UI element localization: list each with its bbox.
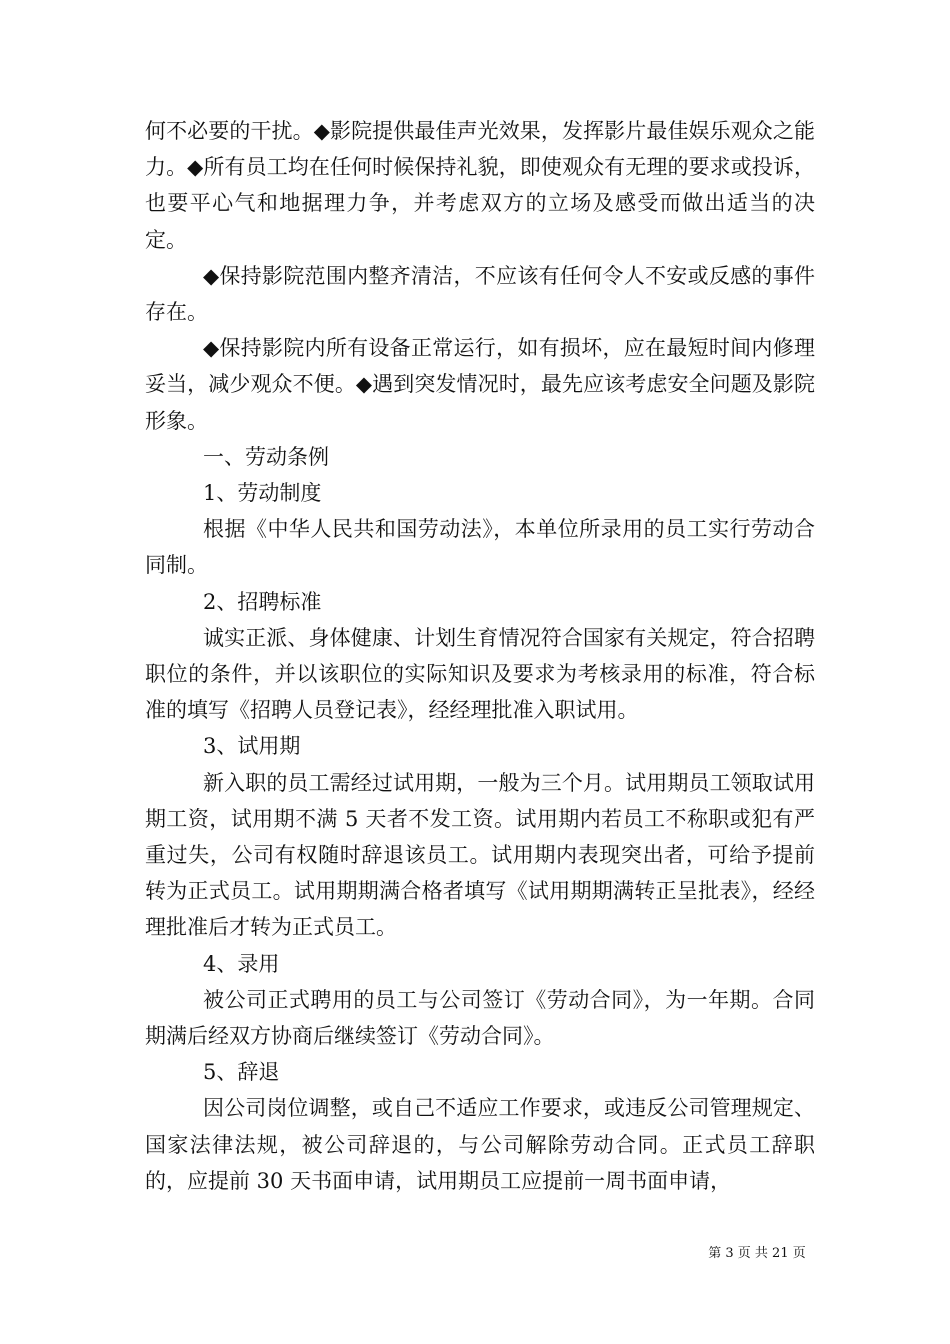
subsection-heading: 4、录用 (203, 951, 280, 976)
section-heading: 一、劳动条例 (203, 444, 329, 469)
page-number: 第 3 页 共 21 页 (708, 1246, 806, 1261)
paragraph: 根据《中华人民共和国劳动法》，本单位所录用的员工实行劳动合同制。 (145, 517, 815, 578)
paragraph: ◆保持影院内所有设备正常运行，如有损坏，应在最短时间内修理妥当，减少观众不便。◆遇到突发情况时，最先应该考虑安全问题及影院形象。 (145, 336, 815, 433)
paragraph: 诚实正派、身体健康、计划生育情况符合国家有关规定，符合招聘职位的条件，并以该职位的实际知识及要求为考核录用的标准，符合标准的填写《招聘人员登记表》，经经理批准入职试用。 (145, 625, 815, 723)
page-footer (0, 1244, 950, 1264)
subsection-heading: 3、试用期 (203, 734, 301, 759)
body-text (145, 113, 815, 1199)
paragraph: ◆保持影院范围内整齐清洁，不应该有任何令人不安或反感的事件存在。 (145, 263, 815, 325)
paragraph: 何不必要的干扰。◆影院提供最佳声光效果，发挥影片最佳娱乐观众之能力。◆所有员工均在任何时候保持礼貌，即使观众有无理的要求或投诉，也要平心气和地据理力争，并考虑双方的立场及感受而做出适当的决定。 (145, 119, 815, 252)
subsection-heading: 1、劳动制度 (203, 481, 322, 506)
paragraph: 被公司正式聘用的员工与公司签订《劳动合同》，为一年期。合同期满后经双方协商后继续签订《劳动合同》。 (145, 987, 815, 1049)
paragraph: 新入职的员工需经过试用期，一般为三个月。试用期员工领取试用期工资，试用期不满 5 天者不发工资。试用期内若员工不称职或犯有严重过失，公司有权随时辞退该员工。试用期内表现突出者，可给予提前转为正式员工。试用期期满合格者填写《试用期期满转正呈批表》，经经理批准后才转为正式员工。 (145, 770, 815, 940)
subsection-heading: 5、辞退 (203, 1060, 280, 1085)
paragraph: 因公司岗位调整，或自己不适应工作要求，或违反公司管理规定、国家法律法规，被公司辞退的，与公司解除劳动合同。正式员工辞职的，应提前 30 天书面申请，试用期员工应提前一周书面申请， (145, 1096, 815, 1193)
subsection-heading: 2、招聘标准 (203, 589, 322, 614)
